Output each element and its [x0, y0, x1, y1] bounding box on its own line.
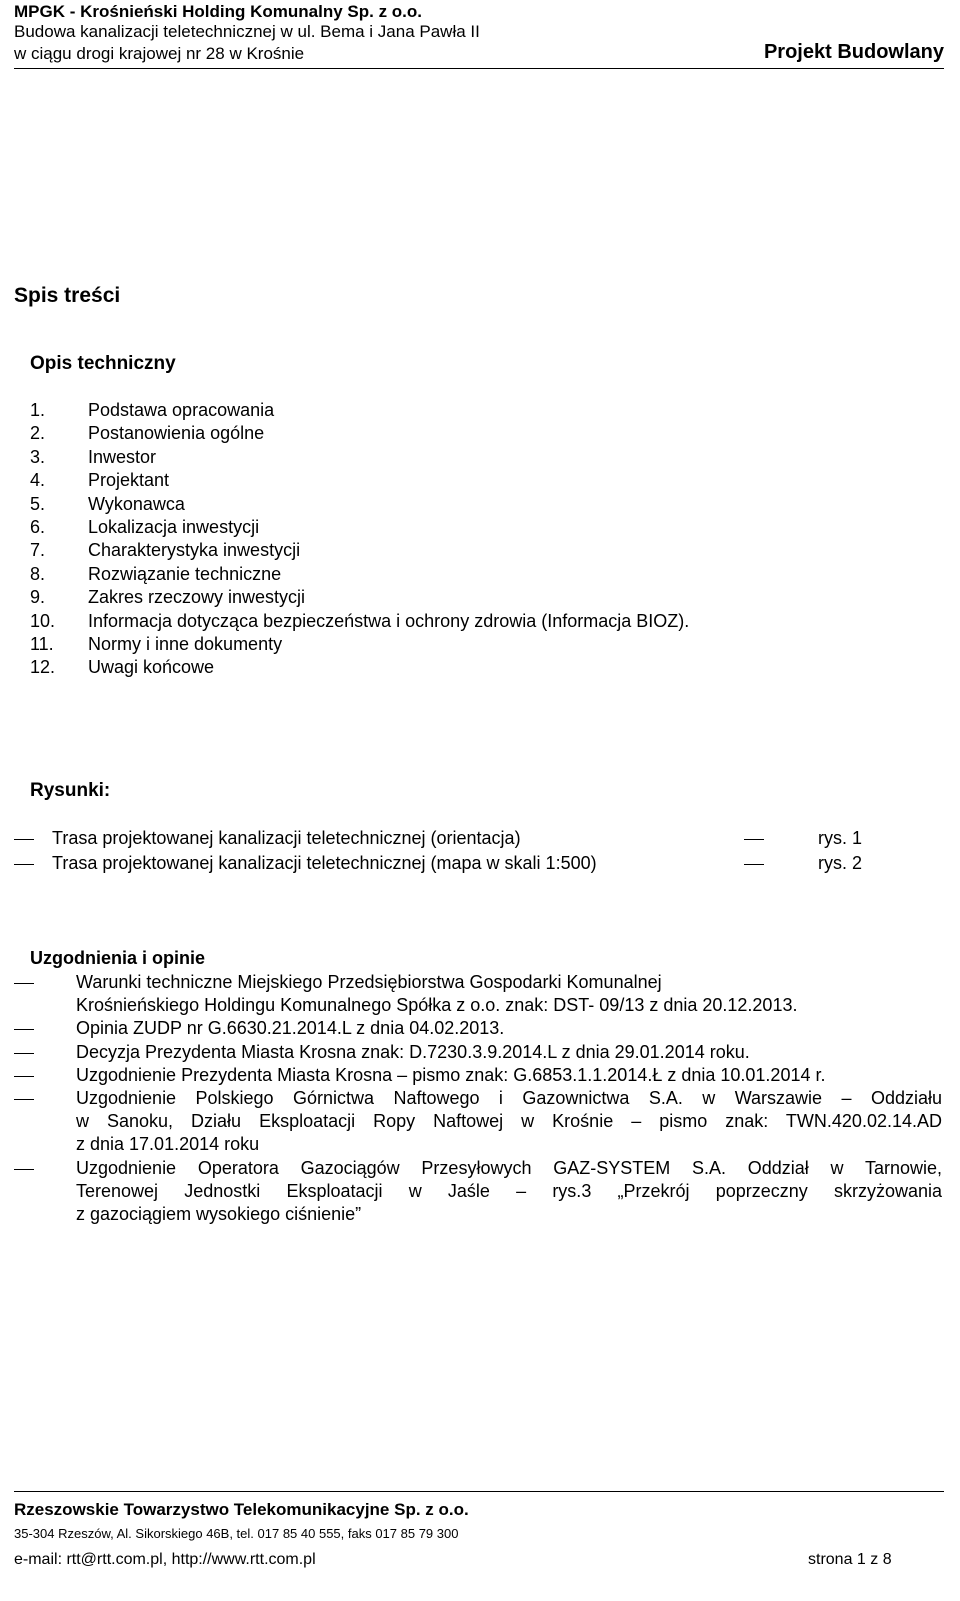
agreement-item-line: Terenowej Jednostki Eksploatacji w Jaśle – rys.3 „Przekrój poprzeczny skrzyżowania [76, 1180, 942, 1201]
toc-item-number: 2. [30, 423, 46, 444]
header-project-line-1: Budowa kanalizacji teletechnicznej w ul. Bema i Jana Pawła II [14, 22, 480, 41]
footer-address: 35-304 Rzeszów, Al. Sikorskiego 46B, tel. 017 85 40 555, faks 017 85 79 300 [14, 1526, 459, 1541]
drawing-bullet-dash [14, 839, 34, 840]
agreement-item-line: Decyzja Prezydenta Miasta Krosna znak: D.7230.3.9.2014.L z dnia 29.01.2014 roku. [76, 1041, 750, 1062]
agreement-bullet-dash [14, 1169, 34, 1170]
drawing-item-label: Trasa projektowanej kanalizacji teletechnicznej (mapa w skali 1:500) [52, 853, 597, 873]
toc-item-number: 8. [30, 563, 46, 584]
drawing-item-ref: rys. 2 [818, 853, 863, 873]
toc-item [30, 610, 689, 633]
toc-item-label: Wykonawca [88, 493, 185, 514]
drawing-ref-dash [744, 864, 764, 865]
toc-item [30, 446, 156, 469]
toc-item-label: Uwagi końcowe [88, 657, 215, 678]
agreement-bullet-dash [14, 983, 34, 984]
toc-item-number: 1. [30, 400, 46, 420]
toc-item-label: Lokalizacja inwestycji [88, 517, 260, 537]
agreement-bullet-dash [14, 1053, 34, 1054]
toc-item-label: Postanowienia ogólne [88, 423, 265, 444]
agreement-bullet-dash [14, 1029, 34, 1030]
toc-item [30, 539, 300, 562]
agreement-item-line: Uzgodnienie Operatora Gazociągów Przesyłowych GAZ-SYSTEM S.A. Oddział w Tarnowie, [76, 1157, 942, 1178]
toc-item [30, 656, 214, 679]
drawings-title: Rysunki: [30, 780, 111, 801]
toc-item-number: 11. [30, 634, 54, 654]
agreement-item-line: Krośnieńskiego Holdingu Komunalnego Spółka z o.o. znak: DST- 09/13 z dnia 20.12.2013. [76, 995, 798, 1016]
footer-page-number: strona 1 z 8 [808, 1551, 892, 1568]
drawing-item-ref: rys. 1 [818, 828, 863, 848]
agreements-title: Uzgodnienia i opinie [30, 948, 205, 968]
toc-item-label: Inwestor [88, 446, 157, 467]
agreement-bullet-dash [14, 1076, 34, 1077]
toc-item-number: 3. [30, 446, 46, 467]
toc-item-label: Charakterystyka inwestycji [88, 540, 301, 561]
toc-item [30, 493, 185, 516]
toc-item-number: 12. [30, 657, 56, 678]
toc-section-title: Opis techniczny [30, 353, 176, 374]
header-project-line-2: w ciągu drogi krajowej nr 28 w Krośnie [14, 44, 305, 63]
toc-item-number: 5. [30, 493, 46, 514]
agreement-item-line: Opinia ZUDP nr G.6630.21.2014.L z dnia 04.02.2013. [76, 1018, 505, 1039]
toc-item-label: Projektant [88, 470, 170, 491]
toc-item [30, 586, 305, 609]
footer-company: Rzeszowskie Towarzystwo Telekomunikacyjne Sp. z o.o. [14, 1500, 469, 1519]
toc-item [30, 633, 282, 656]
footer-rule [14, 1491, 944, 1492]
agreement-item-line: Uzgodnienie Prezydenta Miasta Krosna – pismo znak: G.6853.1.1.2014.Ł z dnia 10.01.2014 r. [76, 1064, 826, 1085]
toc-title: Spis treści [14, 284, 121, 307]
toc-item [30, 516, 259, 539]
toc-item-label: Informacja dotycząca bezpieczeństwa i ochrony zdrowia (Informacja BIOZ). [88, 610, 690, 631]
agreement-item-line: w Sanoku, Działu Eksploatacji Ropy Naftowej w Krośnie – pismo znak: TWN.420.02.14.AD [76, 1111, 942, 1132]
toc-item-label: Rozwiązanie techniczne [88, 563, 282, 584]
toc-item-number: 6. [30, 517, 46, 537]
agreement-bullet-dash [14, 1099, 34, 1100]
header-rule [14, 68, 944, 69]
toc-item-label: Normy i inne dokumenty [88, 634, 283, 654]
drawing-bullet-dash [14, 864, 34, 865]
drawing-item-label: Trasa projektowanej kanalizacji teletechnicznej (orientacja) [52, 828, 521, 848]
agreement-item-line: z gazociągiem wysokiego ciśnienie” [76, 1204, 362, 1224]
toc-item-number: 9. [30, 587, 46, 608]
header-company: MPGK - Krośnieński Holding Komunalny Sp. z o.o. [14, 2, 423, 21]
toc-item-label: Zakres rzeczowy inwestycji [88, 587, 306, 608]
toc-item [30, 563, 281, 586]
drawing-ref-dash [744, 839, 764, 840]
agreement-item-line: Uzgodnienie Polskiego Górnictwa Naftowego i Gazownictwa S.A. w Warszawie – Oddziału [76, 1088, 942, 1108]
agreement-item-line: Warunki techniczne Miejskiego Przedsiębiorstwa Gospodarki Komunalnej [76, 972, 662, 992]
toc-item-number: 7. [30, 540, 46, 561]
agreement-item-line: z dnia 17.01.2014 roku [76, 1134, 260, 1155]
footer-contact: e-mail: rtt@rtt.com.pl, http://www.rtt.com.pl [14, 1551, 316, 1568]
toc-item-label: Podstawa opracowania [88, 400, 275, 420]
toc-item-number: 4. [30, 470, 46, 491]
toc-item-number: 10. [30, 610, 56, 631]
toc-item [30, 422, 264, 445]
toc-item [30, 399, 274, 422]
toc-item [30, 469, 169, 492]
header-doc-type: Projekt Budowlany [763, 41, 944, 63]
